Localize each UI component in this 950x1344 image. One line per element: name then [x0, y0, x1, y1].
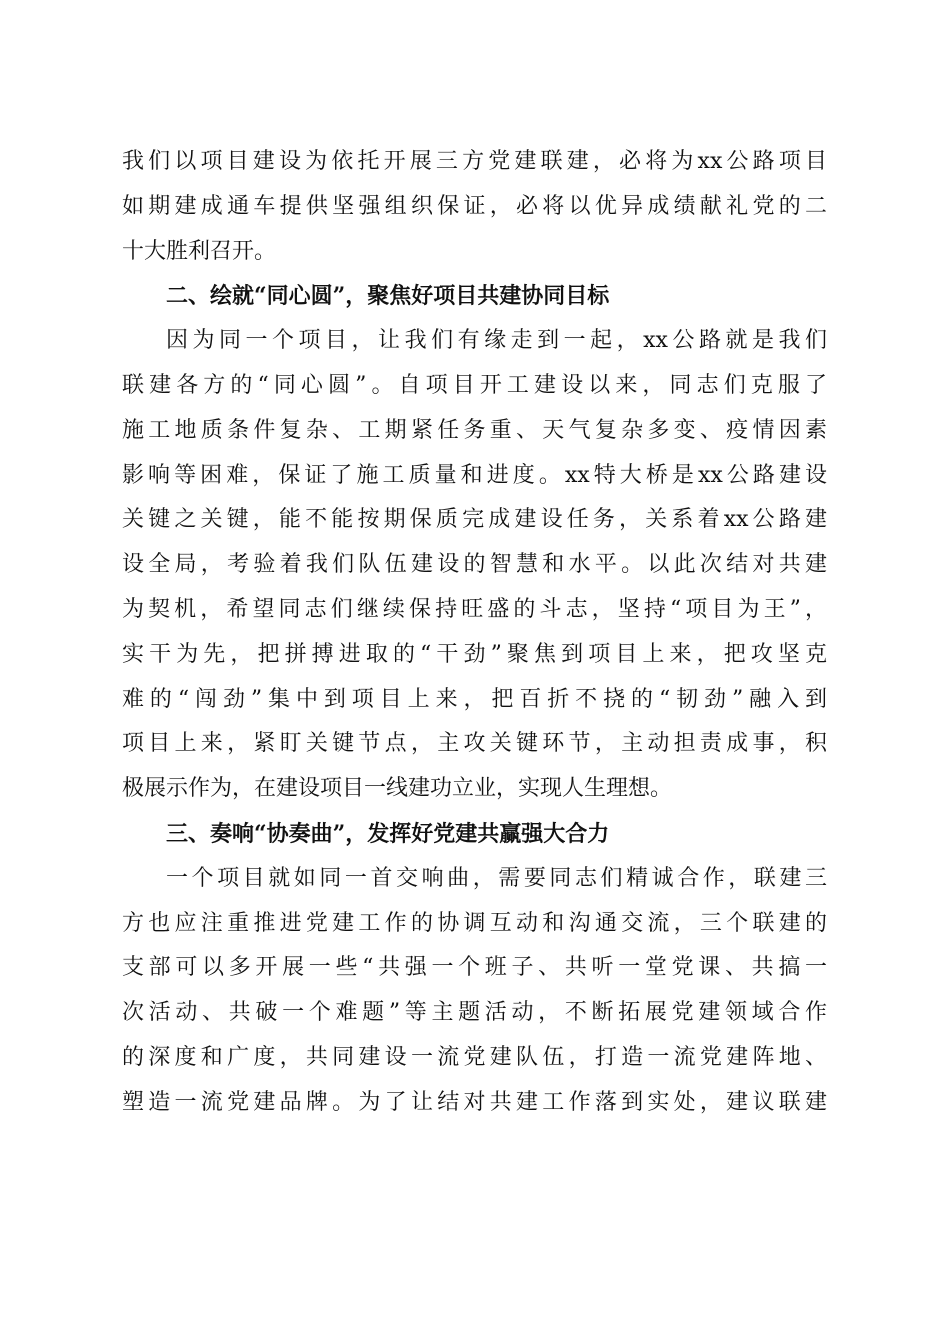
- paragraph-line: 实干为先，把拼搏进取的“干劲”聚焦到项目上来，把攻坚克: [122, 641, 827, 667]
- paragraph-line: 如期建成通车提供坚强组织保证，必将以优异成绩献礼党的二: [122, 193, 827, 219]
- paragraph-line: 十大胜利召开。: [122, 238, 277, 264]
- paragraph-line: 联建各方的“同心圆”。自项目开工建设以来，同志们克服了: [122, 372, 827, 398]
- paragraph-line: 一个项目就如同一首交响曲，需要同志们精诚合作，联建三: [166, 865, 827, 891]
- section-heading: 三、奏响“协奏曲”，发挥好党建共赢强大合力: [166, 820, 610, 847]
- paragraph-line: 影响等困难，保证了施工质量和进度。xx特大桥是xx公路建设: [122, 462, 827, 488]
- paragraph-line: 极展示作为，在建设项目一线建功立业，实现人生理想。: [122, 776, 673, 802]
- paragraph-line: 我们以项目建设为依托开展三方党建联建，必将为xx公路项目: [122, 149, 827, 174]
- paragraph-line: 设全局，考验着我们队伍建设的智慧和水平。以此次结对共建: [122, 552, 827, 578]
- paragraph-line: 支部可以多开展一些“共强一个班子、共听一堂党课、共搞一: [122, 955, 827, 981]
- section-heading: 二、绘就“同心圆”，聚焦好项目共建协同目标: [166, 283, 610, 310]
- paragraph-line: 次活动、共破一个难题”等主题活动，不断拓展党建领域合作: [122, 1000, 827, 1026]
- paragraph-line: 项目上来，紧盯关键节点，主攻关键环节，主动担责成事，积: [122, 731, 827, 757]
- paragraph-line: 的深度和广度，共同建设一流党建队伍，打造一流党建阵地、: [122, 1044, 827, 1070]
- paragraph-line: 为契机，希望同志们继续保持旺盛的斗志，坚持“项目为王”，: [122, 596, 827, 622]
- paragraph-line: 方也应注重推进党建工作的协调互动和沟通交流，三个联建的: [122, 910, 827, 936]
- paragraph-line: 施工地质条件复杂、工期紧任务重、天气复杂多变、疫情因素: [122, 417, 827, 443]
- paragraph-line: 因为同一个项目，让我们有缘走到一起，xx公路就是我们: [166, 328, 827, 354]
- paragraph-line: 关键之关键，能不能按期保质完成建设任务，关系着xx公路建: [122, 507, 827, 533]
- paragraph-line: 难的“闯劲”集中到项目上来，把百折不挠的“韧劲”融入到: [122, 686, 827, 712]
- paragraph-line: 塑造一流党建品牌。为了让结对共建工作落到实处，建议联建: [122, 1089, 827, 1115]
- document-body: [122, 140, 827, 1126]
